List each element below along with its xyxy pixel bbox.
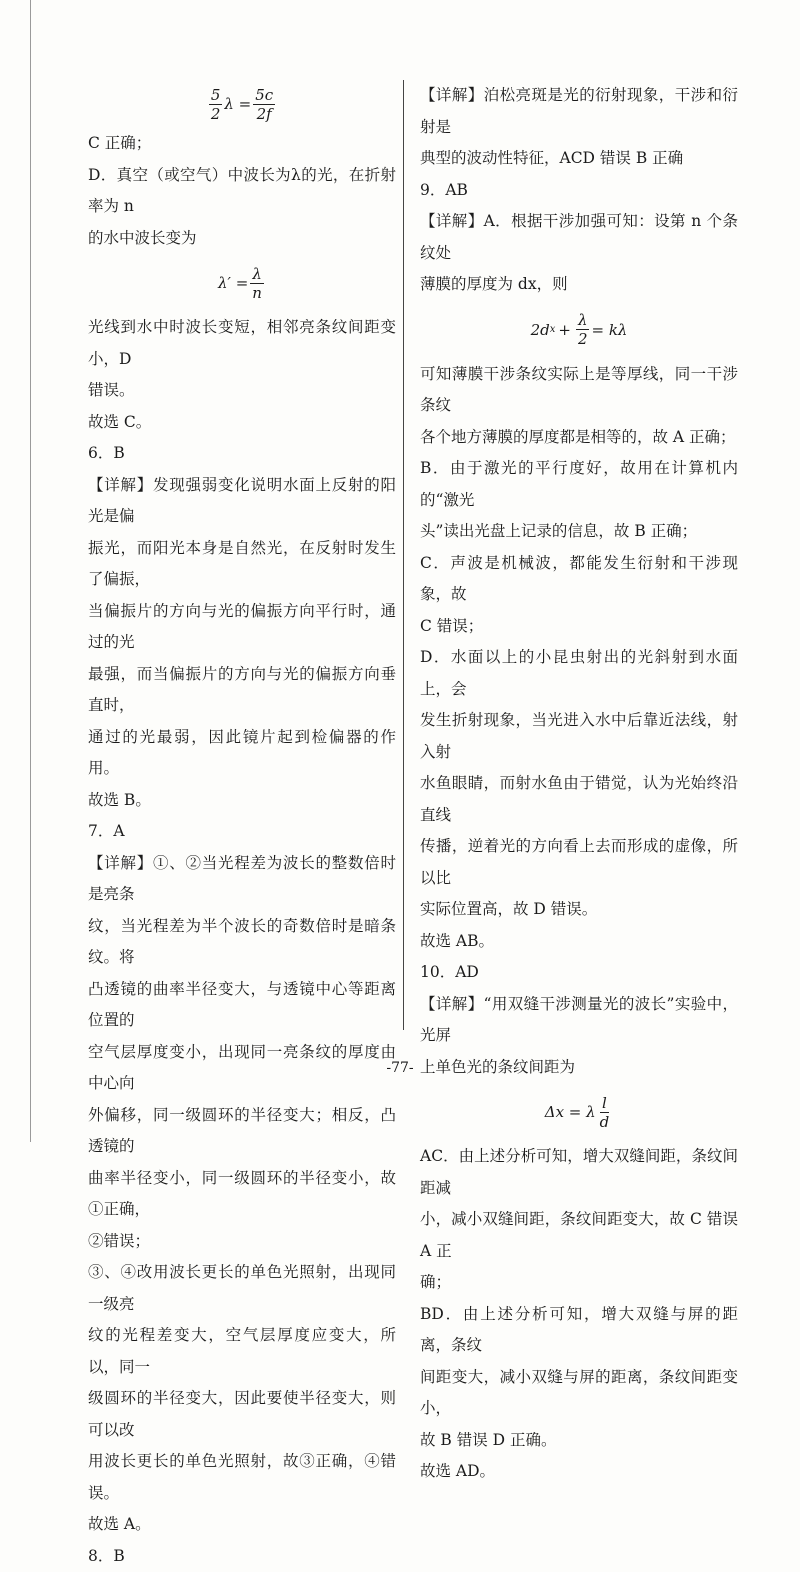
equation-frequency bbox=[88, 80, 396, 128]
numerator: 5c bbox=[253, 86, 275, 105]
equation-symbol: λ = bbox=[224, 95, 251, 113]
text-line: 光线到水中时波长变短，相邻亮条纹间距变小，D bbox=[88, 312, 396, 375]
right-column bbox=[420, 80, 738, 1488]
text-line: C 错误； bbox=[420, 611, 738, 643]
denominator: 2f bbox=[255, 105, 274, 123]
text-line: 【详解】“用双缝干涉测量光的波长”实验中，光屏 bbox=[420, 989, 738, 1052]
text-line: C．声波是机械波，都能发生衍射和干涉现象，故 bbox=[420, 548, 738, 611]
text-line: 确； bbox=[420, 1267, 738, 1299]
text-line: 最强，而当偏振片的方向与光的偏振方向垂直时， bbox=[88, 659, 396, 722]
text-line: 小，减小双缝间距，条纹间距变大，故 C 错误 A 正 bbox=[420, 1204, 738, 1267]
text-line: 发生折射现象，当光进入水中后靠近法线，射入射 bbox=[420, 705, 738, 768]
equation-fringe-spacing bbox=[420, 1083, 738, 1141]
fraction bbox=[253, 86, 275, 123]
text-line: 故选 C。 bbox=[88, 407, 396, 439]
binding-line bbox=[30, 0, 31, 1142]
text-line: 空气层厚度变小，出现同一亮条纹的厚度由中心向 bbox=[88, 1037, 396, 1100]
text-line: B．由于激光的平行度好，故用在计算机内的“激光 bbox=[420, 453, 738, 516]
text-line: 典型的波动性特征，ACD 错误 B 正确 bbox=[420, 143, 738, 175]
text-line: C 正确； bbox=[88, 128, 396, 160]
text-line: 传播，逆着光的方向看上去而形成的虚像，所以比 bbox=[420, 831, 738, 894]
text-line: 纹，当光程差为半个波长的奇数倍时是暗条纹。将 bbox=[88, 911, 396, 974]
text-line: 头”读出光盘上记录的信息，故 B 正确； bbox=[420, 516, 738, 548]
text-line: 间距变大，减小双缝与屏的距离，条纹间距变小， bbox=[420, 1362, 738, 1425]
text-line: 用波长更长的单色光照射，故③正确，④错误。 bbox=[88, 1446, 396, 1509]
equation-symbol: λ′ = bbox=[218, 274, 248, 292]
column-divider bbox=[403, 80, 404, 1030]
numerator: λ bbox=[576, 311, 590, 330]
text-line: 纹的光程差变大，空气层厚度应变大，所以，同一 bbox=[88, 1320, 396, 1383]
equation-symbol: Δx = λ bbox=[545, 1103, 596, 1121]
text-line: 【详解】发现强弱变化说明水面上反射的阳光是偏 bbox=[88, 470, 396, 533]
text-line: 故 B 错误 D 正确。 bbox=[420, 1425, 738, 1457]
equation-symbol: = kλ bbox=[591, 321, 627, 339]
denominator: n bbox=[250, 284, 264, 302]
text-line: 上单色光的条纹间距为 bbox=[420, 1052, 738, 1084]
question-number: 6．B bbox=[88, 438, 396, 470]
question-number: 7．A bbox=[88, 816, 396, 848]
text-line: 实际位置高，故 D 错误。 bbox=[420, 894, 738, 926]
denominator: d bbox=[598, 1113, 612, 1131]
equation-thin-film bbox=[420, 301, 738, 359]
fraction bbox=[598, 1094, 612, 1131]
numerator: 5 bbox=[209, 86, 223, 105]
text-line: 故选 AD。 bbox=[420, 1456, 738, 1488]
denominator: 2 bbox=[576, 330, 590, 348]
numerator: λ bbox=[250, 265, 264, 284]
text-line: AC．由上述分析可知，增大双缝间距，条纹间距减 bbox=[420, 1141, 738, 1204]
question-number: 10．AD bbox=[420, 957, 738, 989]
text-line: 【详解】A．根据干涉加强可知：设第 n 个条纹处 bbox=[420, 206, 738, 269]
question-number: 8．B bbox=[88, 1541, 396, 1572]
numerator: l bbox=[600, 1094, 609, 1113]
question-number: 9．AB bbox=[420, 175, 738, 207]
page-number: -77- bbox=[0, 1060, 800, 1076]
equation-wavelength-in-water bbox=[88, 254, 396, 312]
text-line: 可知薄膜干涉条纹实际上是等厚线，同一干涉条纹 bbox=[420, 359, 738, 422]
text-line: 【详解】①、②当光程差为波长的整数倍时是亮条 bbox=[88, 848, 396, 911]
text-line: 各个地方薄膜的厚度都是相等的，故 A 正确； bbox=[420, 422, 738, 454]
equation-symbol: 2d bbox=[531, 321, 550, 339]
text-line: BD．由上述分析可知，增大双缝与屏的距离，条纹 bbox=[420, 1299, 738, 1362]
text-line: 【详解】泊松亮斑是光的衍射现象，干涉和衍射是 bbox=[420, 80, 738, 143]
text-line: ③、④改用波长更长的单色光照射，出现同一级亮 bbox=[88, 1257, 396, 1320]
text-line: 水鱼眼睛，而射水鱼由于错觉，认为光始终沿直线 bbox=[420, 768, 738, 831]
text-line: 当偏振片的方向与光的偏振方向平行时，通过的光 bbox=[88, 596, 396, 659]
text-line: 级圆环的半径变大，因此要使半径变大，则可以改 bbox=[88, 1383, 396, 1446]
text-line: 故选 A。 bbox=[88, 1509, 396, 1541]
text-line: 错误。 bbox=[88, 375, 396, 407]
text-line: 的水中波长变为 bbox=[88, 223, 396, 255]
denominator: 2 bbox=[209, 105, 223, 123]
text-line: 薄膜的厚度为 dx，则 bbox=[420, 269, 738, 301]
text-line: 故选 B。 bbox=[88, 785, 396, 817]
subscript: x bbox=[550, 324, 556, 335]
equation-symbol: + bbox=[558, 321, 571, 339]
text-line: 凸透镜的曲率半径变大，与透镜中心等距离位置的 bbox=[88, 974, 396, 1037]
left-column bbox=[88, 80, 396, 1572]
fraction bbox=[576, 311, 590, 348]
text-line: ②错误； bbox=[88, 1226, 396, 1258]
fraction bbox=[250, 265, 264, 302]
text-line: 曲率半径变小，同一级圆环的半径变小，故①正确， bbox=[88, 1163, 396, 1226]
text-line: D．水面以上的小昆虫射出的光斜射到水面上，会 bbox=[420, 642, 738, 705]
text-line: 振光，而阳光本身是自然光，在反射时发生了偏振， bbox=[88, 533, 396, 596]
text-line: 通过的光最弱，因此镜片起到检偏器的作用。 bbox=[88, 722, 396, 785]
text-line: 外偏移，同一级圆环的半径变大；相反，凸透镜的 bbox=[88, 1100, 396, 1163]
text-line: D．真空（或空气）中波长为λ的光，在折射率为 n bbox=[88, 160, 396, 223]
text-line: 故选 AB。 bbox=[420, 926, 738, 958]
fraction bbox=[209, 86, 223, 123]
